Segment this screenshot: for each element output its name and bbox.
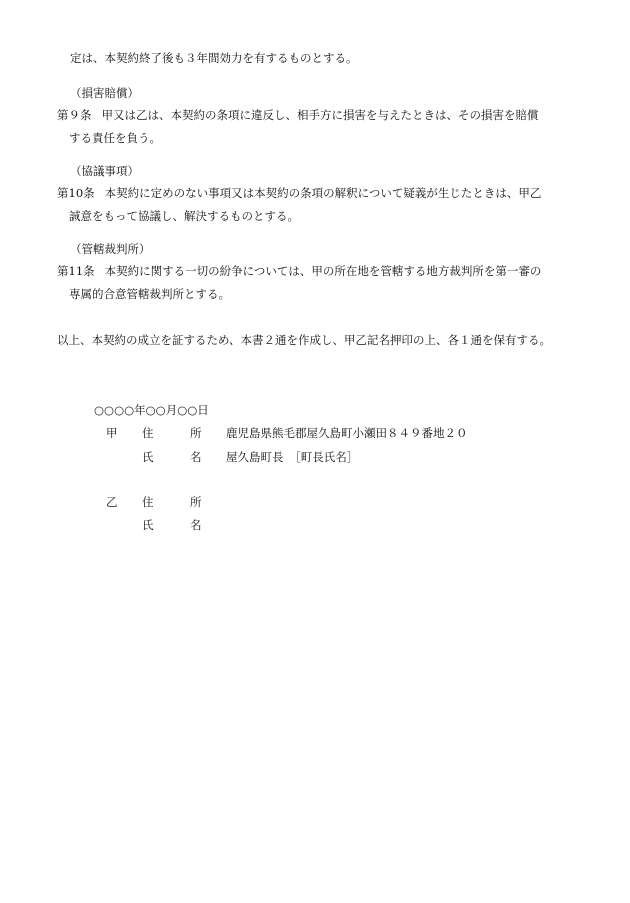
article-second-line: 誠意をもって協議し、解決するものとする。 [69,209,299,223]
article-text: 甲又は乙は、本契約の条項に違反し、相手方に損害を与えたときは、その損害を賠償 [101,108,539,122]
address-label-char: 住 [142,495,154,509]
article-first-line [57,108,539,122]
article-heading: （協議事項） [70,164,139,178]
party-a-name: 屋久島町長 ［町長氏名］ [226,450,359,464]
article-text: 本契約に関する一切の紛争については、甲の所在地を管轄する地方裁判所を第一審の [104,264,542,278]
article-heading: （損害賠償） [70,86,139,100]
address-label-char: 住 [142,426,154,440]
article-text: 本契約に定めのない事項又は本契約の条項の解釈について疑義が生じたときは、甲乙 [104,186,542,200]
name-label-char: 氏 [142,518,154,532]
party-a-address: 鹿児島県熊毛郡屋久島町小瀬田８４９番地２０ [226,426,468,440]
continuation-text: 定は、本契約終了後も３年間効力を有するものとする。 [70,51,358,65]
article-number: 第９条 [57,108,92,122]
contract-date: ○○○○年○○月○○日 [94,403,209,417]
article-number: 第11条 [57,264,95,278]
article-first-line [57,264,541,278]
article-heading: （管轄裁判所） [70,242,151,256]
name-label-char: 氏 [142,450,154,464]
closing-statement: 以上、本契約の成立を証するため、本書２通を作成し、甲乙記名押印の上、各１通を保有する。 [57,333,552,347]
party-a-label: 甲 [106,426,118,440]
article-second-line: する責任を負う。 [69,131,161,145]
article-second-line: 専属的合意管轄裁判所とする。 [69,287,230,301]
name-label-char: 名 [190,450,202,464]
address-label-char: 所 [190,495,202,509]
address-label-char: 所 [190,426,202,440]
article-first-line [57,186,541,200]
name-label-char: 名 [190,518,202,532]
article-number: 第10条 [57,186,95,200]
party-b-label: 乙 [106,495,118,509]
